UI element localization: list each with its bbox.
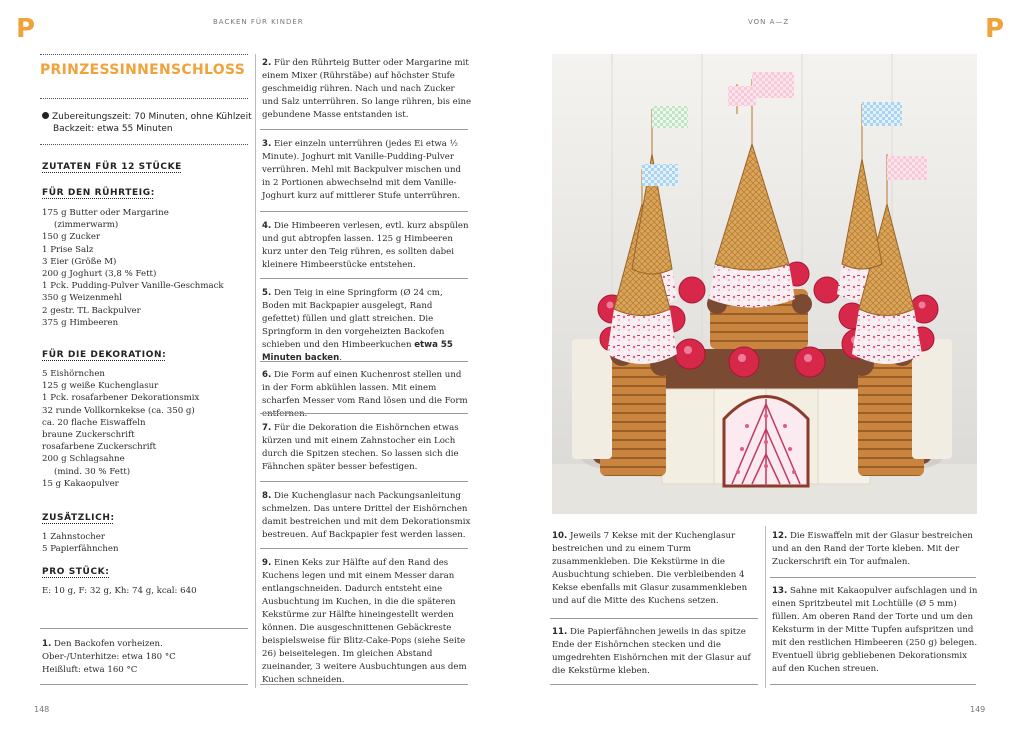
step1-rule-bottom — [40, 684, 248, 685]
step-text: Sahne mit Kakaopulver aufschlagen und in einen Spritzbeutel mit Lochtülle (Ø 5 mm) füllen. Am oberen Rand der Torte und um den Keksturm in der Mitte Tupfen aufspritzen und mit den restlichen Himbeeren (250 g) belegen. Eventuell übrig gebliebenen Dekorationsmix auf den Kuchen streuen. — [772, 586, 978, 674]
deco-heading: FÜR DIE DEKORATION: — [42, 350, 167, 360]
list-item: (mind. 30 % Fett) — [54, 466, 131, 477]
step-tail: . — [339, 353, 342, 363]
page-number-right: 149 — [970, 705, 986, 714]
step-number: 7. — [262, 423, 272, 433]
step-divider — [260, 548, 468, 549]
step-number: 1. — [42, 639, 52, 649]
bake-time: Backzeit: etwa 55 Minuten — [53, 124, 173, 134]
step-number: 9. — [262, 558, 272, 568]
list-item: 5 Eishörnchen — [42, 369, 105, 379]
title-rule-top — [40, 54, 248, 55]
step-10 — [552, 530, 760, 608]
column-divider — [255, 54, 256, 688]
step-8 — [262, 490, 472, 542]
list-item: 3 Eier (Größe M) — [42, 256, 117, 267]
time-info — [42, 111, 252, 135]
dough-heading: FÜR DEN RÜHRTEIG: — [42, 188, 155, 198]
step-text: Einen Keks zur Hälfte auf den Rand des Kuchens legen und mit einem Messer daran entlangschneiden. Dadurch entsteht eine Ausbuchtung im Kuchen, in die die späteren Kekstürme zur Hälfte hineingestellt werden können. Die ausgeschnittenen Gebäckreste beispielsweise für Blitz-Cake-Pops (siehe Seite 26) beiseitelegen. Im gleichen Abstand zueinander, 3 weitere Ausbuchtungen aus dem Kuchen schneiden. — [262, 558, 467, 685]
step-number: 3. — [262, 139, 272, 149]
page-letter-left: P — [16, 14, 36, 44]
nutrition-heading: PRO STÜCK: — [42, 567, 110, 577]
list-item: 1 Zahnstocher — [42, 532, 105, 542]
step-3 — [262, 138, 472, 203]
step-divider — [550, 684, 758, 685]
step-number: 10. — [552, 531, 568, 541]
step-11 — [552, 626, 760, 678]
step-text: Die Eiswaffeln mit der Glasur bestreichen und an den Rand der Torte kleben. Mit der Zuckerschrift ein Tor aufmalen. — [772, 531, 973, 567]
step-text: Den Backofen vorheizen. — [53, 639, 163, 649]
step-divider — [770, 684, 976, 685]
time-rule — [40, 144, 248, 145]
step-text: Den Teig in eine Springform (Ø 24 cm, Boden mit Backpapier ausgelegt, Rand gefettet) füllen und glatt streichen. Die Springform in den vorgeheizten Backofen schieben und den Himbeerkuchen — [262, 288, 445, 350]
list-item: ca. 20 flache Eiswaffeln — [42, 417, 146, 428]
step-12 — [772, 530, 978, 569]
step-1 — [42, 638, 248, 677]
servings-heading: ZUTATEN FÜR 12 STÜCKE — [42, 162, 182, 172]
step-line: Ober-/Unterhitze: etwa 180 °C — [42, 652, 176, 662]
step-text: Die Kuchenglasur nach Packungsanleitung schmelzen. Das untere Drittel der Eishörnchen damit bestreichen und mit dem Dekorationsmix bestreuen. Auf Backpapier fest werden lassen. — [262, 491, 471, 540]
step-5 — [262, 287, 472, 365]
nutrition-values: E: 10 g, F: 32 g, Kh: 74 g, kcal: 640 — [42, 586, 197, 596]
list-item: 2 gestr. TL Backpulver — [42, 305, 141, 316]
step1-rule-top — [40, 628, 248, 629]
step-divider — [260, 278, 468, 279]
step-number: 2. — [262, 58, 272, 68]
list-item: (zimmerwarm) — [54, 220, 119, 231]
extra-heading: ZUSÄTZLICH: — [42, 513, 115, 523]
step-number: 5. — [262, 288, 272, 298]
step-text: Für die Dekoration die Eishörnchen etwas kürzen und mit einem Zahnstocher ein Loch durch die Spitzen stechen. So lassen sich die Fähnchen später besser befestigen. — [262, 423, 459, 472]
list-item: 1 Pck. rosafarbener Dekorationsmix — [42, 393, 200, 404]
clock-icon — [42, 112, 49, 119]
step-divider — [260, 211, 468, 212]
list-item: 375 g Himbeeren — [42, 317, 119, 328]
step-text: Für den Rührteig Butter oder Margarine mit einem Mixer (Rührstäbe) auf höchster Stufe geschmeidig rühren. Nach und nach Zucker und Salz unterrühren. So lange rühren, bis eine gebundene Masse entstanden ist. — [262, 58, 472, 120]
dough-ingredient-list — [42, 207, 224, 329]
step-bold-text: etwa 55 Minuten backen — [262, 340, 453, 363]
deco-ingredient-list — [42, 368, 199, 490]
list-item: 32 runde Vollkornkekse (ca. 350 g) — [42, 405, 195, 416]
step-13 — [772, 585, 978, 676]
step-line: Heißluft: etwa 160 °C — [42, 665, 138, 675]
list-item: rosafarbene Zuckerschrift — [42, 442, 157, 453]
list-item: braune Zuckerschrift — [42, 430, 135, 441]
step-text: Jeweils 7 Kekse mit der Kuchenglasur bestreichen und zu einem Turm zusammenkleben. Die Kekstürme in die Ausbuchtung schieben. Die verbleibenden 4 Kekse ebenfalls mit Glasur zusammenkleben und auf die Mitte des Kuchens setzen. — [552, 531, 748, 606]
list-item: 200 g Joghurt (3,8 % Fett) — [42, 269, 157, 280]
list-item: 15 g Kakaopulver — [42, 478, 119, 489]
step-divider — [260, 481, 468, 482]
step-divider — [260, 361, 468, 362]
step-9 — [262, 557, 472, 687]
page-letter-right: P — [985, 14, 1005, 44]
step-number: 11. — [552, 627, 568, 637]
title-rule-bottom — [40, 98, 248, 99]
list-item: 175 g Butter oder Margarine — [42, 208, 169, 218]
step-text: Die Papierfähnchen jeweils in das spitze Ende der Eishörnchen stecken und die umgedrehten Eishörnchen mit der Glasur auf die Kekstürme kleben. — [552, 627, 751, 676]
running-head-right: VON A—Z — [748, 18, 790, 26]
step-7 — [262, 422, 472, 474]
column-divider — [765, 526, 766, 688]
prep-time: Zubereitungszeit: 70 Minuten, ohne Kühlzeit — [52, 112, 252, 122]
step-2 — [262, 57, 472, 122]
recipe-title: PRINZESSINNENSCHLOSS — [40, 62, 246, 78]
step-4 — [262, 220, 472, 272]
list-item: 350 g Weizenmehl — [42, 293, 122, 304]
step-text: Eier einzeln unterrühren (jedes Ei etwa ½ Minute). Joghurt mit Vanille-Pudding-Pulver verrühren. Mehl mit Backpulver mischen und in 2 Portionen abwechselnd mit dem Vanille-Joghurt kurz auf mittlerer Stufe unterrühren. — [262, 139, 462, 201]
cake-photo — [552, 54, 977, 514]
extra-list — [42, 531, 119, 555]
list-item: 125 g weiße Kuchenglasur — [42, 381, 159, 392]
list-item: 1 Prise Salz — [42, 244, 94, 255]
step-divider — [260, 413, 468, 414]
list-item: 5 Papierfähnchen — [42, 544, 119, 555]
step-number: 4. — [262, 221, 272, 231]
running-head-left: BACKEN FÜR KINDER — [213, 18, 304, 26]
step-number: 8. — [262, 491, 272, 501]
step-number: 12. — [772, 531, 788, 541]
step-divider — [770, 577, 976, 578]
step-divider — [550, 618, 758, 619]
step-text: Die Himbeeren verlesen, evtl. kurz abspülen und gut abtropfen lassen. 125 g Himbeeren kurz unter den Teig rühren, es sollten dabei kleinere Himbeerstücke entstehen. — [262, 221, 469, 270]
step-text: Die Form auf einen Kuchenrost stellen und in der Form abkühlen lassen. Mit einem scharfen Messer vom Rand lösen und die Form entfernen. — [262, 370, 468, 419]
list-item: 150 g Zucker — [42, 232, 101, 243]
list-item: 1 Pck. Pudding-Pulver Vanille-Geschmack — [42, 281, 224, 292]
step-number: 6. — [262, 370, 272, 380]
step-divider — [260, 684, 468, 685]
page-number-left: 148 — [34, 705, 50, 714]
step-number: 13. — [772, 586, 788, 596]
list-item: 200 g Schlagsahne — [42, 454, 125, 465]
step-divider — [260, 129, 468, 130]
castle-cake-illustration — [552, 54, 977, 514]
